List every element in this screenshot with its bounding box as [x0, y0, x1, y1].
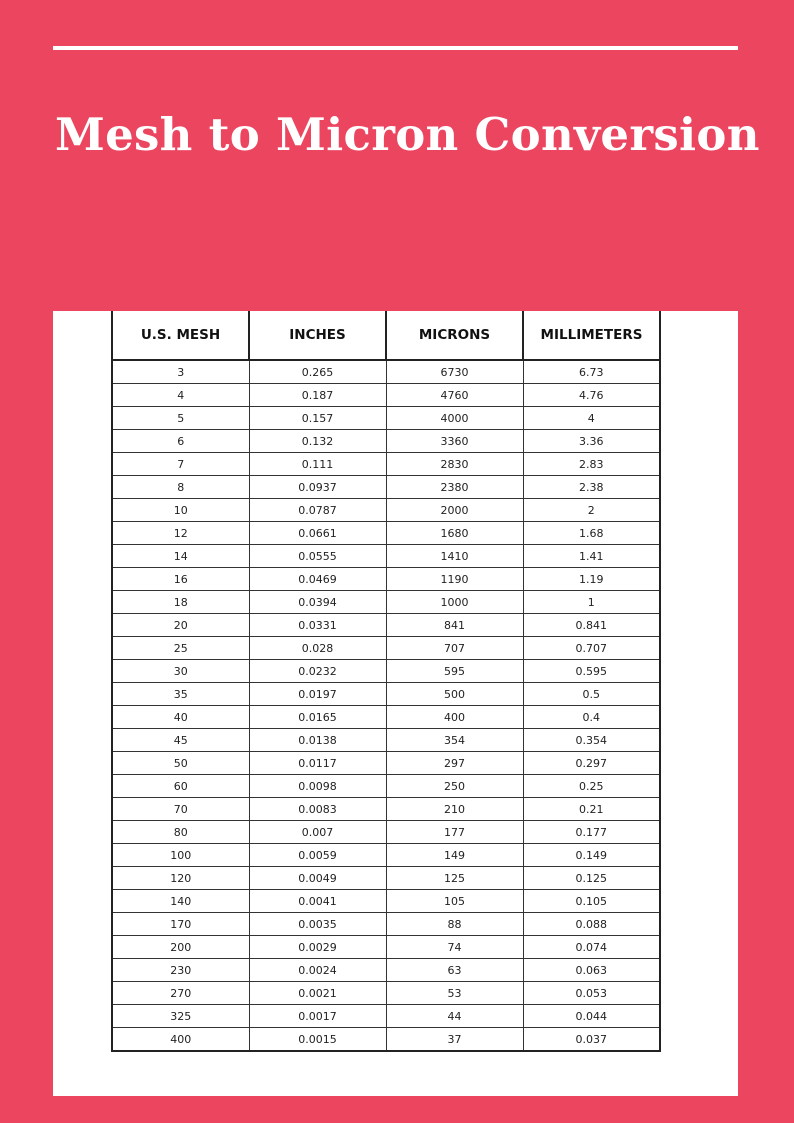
cell-us-mesh: 14	[112, 545, 249, 568]
cell-microns: 149	[386, 844, 523, 867]
cell-inches: 0.0197	[249, 683, 386, 706]
cell-millimeters: 0.25	[523, 775, 660, 798]
cell-millimeters: 4.76	[523, 384, 660, 407]
table-row	[112, 775, 660, 798]
table-row	[112, 614, 660, 637]
cell-microns: 63	[386, 959, 523, 982]
table-row	[112, 499, 660, 522]
table-row	[112, 453, 660, 476]
cell-inches: 0.0035	[249, 913, 386, 936]
cell-millimeters: 0.063	[523, 959, 660, 982]
cell-us-mesh: 3	[112, 360, 249, 384]
cell-inches: 0.0661	[249, 522, 386, 545]
table-row	[112, 591, 660, 614]
cell-inches: 0.0015	[249, 1028, 386, 1052]
cell-millimeters: 0.4	[523, 706, 660, 729]
cell-microns: 6730	[386, 360, 523, 384]
table-row	[112, 360, 660, 384]
cell-millimeters: 6.73	[523, 360, 660, 384]
cell-us-mesh: 25	[112, 637, 249, 660]
cell-microns: 2000	[386, 499, 523, 522]
cell-millimeters: 0.707	[523, 637, 660, 660]
cell-microns: 2380	[386, 476, 523, 499]
cell-microns: 707	[386, 637, 523, 660]
cell-microns: 177	[386, 821, 523, 844]
cell-us-mesh: 200	[112, 936, 249, 959]
cell-inches: 0.157	[249, 407, 386, 430]
cell-inches: 0.007	[249, 821, 386, 844]
cell-us-mesh: 45	[112, 729, 249, 752]
cell-millimeters: 1.68	[523, 522, 660, 545]
table-row	[112, 844, 660, 867]
cell-millimeters: 2.83	[523, 453, 660, 476]
cell-us-mesh: 60	[112, 775, 249, 798]
table-row	[112, 660, 660, 683]
cell-us-mesh: 10	[112, 499, 249, 522]
header-millimeters: MILLIMETERS	[523, 311, 660, 360]
cell-millimeters: 2	[523, 499, 660, 522]
cell-inches: 0.0787	[249, 499, 386, 522]
cell-microns: 88	[386, 913, 523, 936]
cell-inches: 0.0394	[249, 591, 386, 614]
table-row	[112, 936, 660, 959]
cell-inches: 0.0232	[249, 660, 386, 683]
header-inches: INCHES	[249, 311, 386, 360]
cell-microns: 250	[386, 775, 523, 798]
cell-microns: 3360	[386, 430, 523, 453]
cell-millimeters: 2.38	[523, 476, 660, 499]
cell-microns: 37	[386, 1028, 523, 1052]
cell-us-mesh: 35	[112, 683, 249, 706]
table-row	[112, 706, 660, 729]
cell-inches: 0.0937	[249, 476, 386, 499]
cell-us-mesh: 18	[112, 591, 249, 614]
table-row	[112, 752, 660, 775]
cell-microns: 2830	[386, 453, 523, 476]
cell-microns: 4760	[386, 384, 523, 407]
table-row	[112, 568, 660, 591]
cell-microns: 1680	[386, 522, 523, 545]
header-microns: MICRONS	[386, 311, 523, 360]
cell-millimeters: 1.41	[523, 545, 660, 568]
cell-microns: 4000	[386, 407, 523, 430]
cell-us-mesh: 120	[112, 867, 249, 890]
cell-us-mesh: 100	[112, 844, 249, 867]
cell-millimeters: 0.088	[523, 913, 660, 936]
cell-microns: 1190	[386, 568, 523, 591]
cell-us-mesh: 8	[112, 476, 249, 499]
cell-us-mesh: 70	[112, 798, 249, 821]
cell-millimeters: 1	[523, 591, 660, 614]
cell-inches: 0.187	[249, 384, 386, 407]
cell-microns: 53	[386, 982, 523, 1005]
cell-microns: 125	[386, 867, 523, 890]
cell-microns: 354	[386, 729, 523, 752]
cell-us-mesh: 400	[112, 1028, 249, 1052]
cell-inches: 0.0138	[249, 729, 386, 752]
conversion-table	[111, 311, 661, 1052]
cell-us-mesh: 5	[112, 407, 249, 430]
cell-us-mesh: 12	[112, 522, 249, 545]
cell-us-mesh: 140	[112, 890, 249, 913]
cell-microns: 400	[386, 706, 523, 729]
cell-millimeters: 0.105	[523, 890, 660, 913]
cell-millimeters: 0.841	[523, 614, 660, 637]
table-row	[112, 522, 660, 545]
cell-inches: 0.0083	[249, 798, 386, 821]
table-row	[112, 890, 660, 913]
cell-millimeters: 1.19	[523, 568, 660, 591]
cell-microns: 105	[386, 890, 523, 913]
cell-microns: 44	[386, 1005, 523, 1028]
cell-microns: 1410	[386, 545, 523, 568]
cell-microns: 841	[386, 614, 523, 637]
cell-us-mesh: 50	[112, 752, 249, 775]
cell-millimeters: 0.177	[523, 821, 660, 844]
table-row	[112, 430, 660, 453]
cell-microns: 74	[386, 936, 523, 959]
cell-us-mesh: 30	[112, 660, 249, 683]
table-row	[112, 867, 660, 890]
cell-us-mesh: 4	[112, 384, 249, 407]
top-divider	[53, 46, 738, 50]
table-row	[112, 637, 660, 660]
table-row	[112, 384, 660, 407]
table-row	[112, 798, 660, 821]
cell-millimeters: 4	[523, 407, 660, 430]
table-row	[112, 476, 660, 499]
cell-inches: 0.265	[249, 360, 386, 384]
cell-us-mesh: 325	[112, 1005, 249, 1028]
cell-inches: 0.0029	[249, 936, 386, 959]
cell-inches: 0.0165	[249, 706, 386, 729]
cell-microns: 1000	[386, 591, 523, 614]
cell-us-mesh: 170	[112, 913, 249, 936]
cell-inches: 0.0469	[249, 568, 386, 591]
table-row	[112, 821, 660, 844]
table-body	[112, 360, 660, 1051]
cell-millimeters: 0.5	[523, 683, 660, 706]
table-row	[112, 545, 660, 568]
cell-us-mesh: 7	[112, 453, 249, 476]
cell-millimeters: 0.149	[523, 844, 660, 867]
cell-inches: 0.0098	[249, 775, 386, 798]
cell-inches: 0.0117	[249, 752, 386, 775]
table-row	[112, 683, 660, 706]
table-row	[112, 407, 660, 430]
cell-inches: 0.0041	[249, 890, 386, 913]
cell-millimeters: 3.36	[523, 430, 660, 453]
cell-microns: 595	[386, 660, 523, 683]
cell-microns: 297	[386, 752, 523, 775]
cell-inches: 0.0017	[249, 1005, 386, 1028]
cell-inches: 0.0021	[249, 982, 386, 1005]
cell-microns: 210	[386, 798, 523, 821]
table-card	[53, 311, 738, 1096]
cell-inches: 0.0059	[249, 844, 386, 867]
cell-inches: 0.028	[249, 637, 386, 660]
header-us-mesh: U.S. MESH	[112, 311, 249, 360]
cell-us-mesh: 270	[112, 982, 249, 1005]
cell-us-mesh: 16	[112, 568, 249, 591]
cell-millimeters: 0.044	[523, 1005, 660, 1028]
table-row	[112, 729, 660, 752]
cell-us-mesh: 20	[112, 614, 249, 637]
table-row	[112, 1028, 660, 1052]
cell-millimeters: 0.125	[523, 867, 660, 890]
cell-millimeters: 0.074	[523, 936, 660, 959]
cell-millimeters: 0.037	[523, 1028, 660, 1052]
cell-inches: 0.132	[249, 430, 386, 453]
cell-us-mesh: 6	[112, 430, 249, 453]
cell-inches: 0.111	[249, 453, 386, 476]
table-row	[112, 913, 660, 936]
cell-inches: 0.0331	[249, 614, 386, 637]
cell-millimeters: 0.595	[523, 660, 660, 683]
header-row	[112, 311, 660, 360]
cell-millimeters: 0.297	[523, 752, 660, 775]
cell-us-mesh: 230	[112, 959, 249, 982]
table-row	[112, 982, 660, 1005]
cell-inches: 0.0024	[249, 959, 386, 982]
cell-millimeters: 0.21	[523, 798, 660, 821]
cell-inches: 0.0049	[249, 867, 386, 890]
cell-millimeters: 0.354	[523, 729, 660, 752]
cell-us-mesh: 80	[112, 821, 249, 844]
table-row	[112, 1005, 660, 1028]
cell-us-mesh: 40	[112, 706, 249, 729]
table-row	[112, 959, 660, 982]
cell-millimeters: 0.053	[523, 982, 660, 1005]
page-title: Mesh to Micron Conversion	[55, 108, 760, 161]
cell-inches: 0.0555	[249, 545, 386, 568]
cell-microns: 500	[386, 683, 523, 706]
